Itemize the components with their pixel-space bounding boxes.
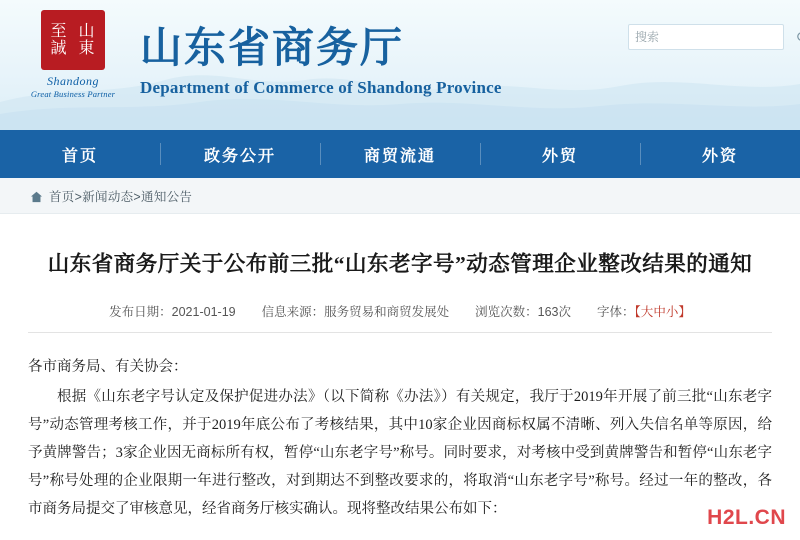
seal-icon	[41, 10, 105, 70]
font-size-small[interactable]: 小	[665, 305, 679, 319]
search-icon[interactable]	[796, 25, 800, 49]
breadcrumb-item-notice[interactable]: 通知公告	[141, 189, 193, 204]
search-box[interactable]	[628, 24, 784, 50]
watermark: H2L.CN	[707, 506, 786, 529]
meta-views	[475, 302, 571, 320]
article-meta	[28, 302, 772, 333]
site-title-cn: 山东省商务厅	[140, 26, 405, 72]
nav-item-trade-circulation[interactable]: 商贸流通	[320, 130, 480, 178]
site-title-en: Department of Commerce of Shandong Province	[140, 78, 502, 97]
meta-publish-date-value: 2021-01-19	[171, 305, 236, 319]
article	[0, 214, 800, 523]
meta-publish-date	[109, 302, 235, 320]
seal-char-1: 至	[50, 23, 68, 40]
page-title: 山东省商务厅关于公布前三批“山东老字号”动态管理企业整改结果的通知	[47, 252, 753, 276]
logo-slogan-en: Great Business Partner	[30, 89, 116, 99]
font-size-control	[597, 302, 691, 320]
home-icon	[30, 190, 43, 202]
search-input[interactable]	[629, 25, 796, 49]
meta-source-value: 服务贸易和商贸发展处	[324, 305, 450, 319]
meta-source-label: 信息来源：	[261, 305, 325, 319]
seal-char-3: 誠	[50, 40, 68, 57]
font-size-options	[635, 305, 691, 319]
nav-item-home[interactable]: 首页	[61, 147, 98, 165]
breadcrumb-item-home[interactable]: 首页	[49, 189, 75, 204]
article-paragraph-1: 根据《山东老字号认定及保护促进办法》（以下简称《办法》）有关规定，我厅于2019年开展了前三批“山东老字号”动态管理考核工作，并于2019年底公布了考核结果，其中10家企业因商标权属不清晰、列入失信名单等原因，给予黄牌警告；3家企业因无商标所有权，暂停“山东老字号”称号。同时要求，对考核中受到黄牌警告和暂停“山东老字号”称号处理的企业限期一年进行整改，对到期达不到整改要求的，将取消“山东老字号”称号。经过一年的整改，各市商务局提交了审核意见，经省商务厅核实确认。现将整改结果公布如下：	[28, 389, 772, 517]
nav-item-foreign-investment[interactable]: 外资	[640, 130, 800, 178]
nav-item-government-affairs[interactable]: 政务公开	[160, 130, 320, 178]
bracket-right: 】	[678, 305, 691, 319]
font-size-large[interactable]: 大	[640, 305, 654, 319]
font-size-label: 字体：	[597, 305, 635, 319]
breadcrumb-bar	[0, 178, 800, 214]
site-logo[interactable]	[18, 8, 128, 120]
meta-publish-date-label: 发布日期：	[109, 305, 172, 319]
breadcrumb-item-news[interactable]: 新闻动态	[82, 189, 134, 204]
meta-views-value: 163次	[537, 305, 572, 319]
logo-slogan-cn: Shandong	[47, 74, 99, 88]
seal-char-2: 山	[78, 23, 96, 40]
site-title-block	[140, 26, 502, 98]
article-body	[28, 353, 772, 523]
nav-item-foreign-trade[interactable]: 外贸	[480, 130, 640, 178]
site-header	[0, 0, 800, 130]
meta-source	[262, 302, 450, 320]
bracket-left: 【	[634, 305, 641, 319]
article-paragraph-salutation: 各市商务局、有关协会：	[28, 359, 188, 375]
breadcrumb-sep-1: >	[74, 189, 83, 204]
breadcrumb-sep-2: >	[133, 189, 142, 204]
breadcrumb	[49, 187, 192, 205]
meta-views-label: 浏览次数：	[475, 305, 538, 319]
font-size-medium[interactable]: 中	[653, 305, 666, 319]
seal-char-4: 東	[78, 40, 96, 57]
main-nav	[0, 130, 800, 178]
